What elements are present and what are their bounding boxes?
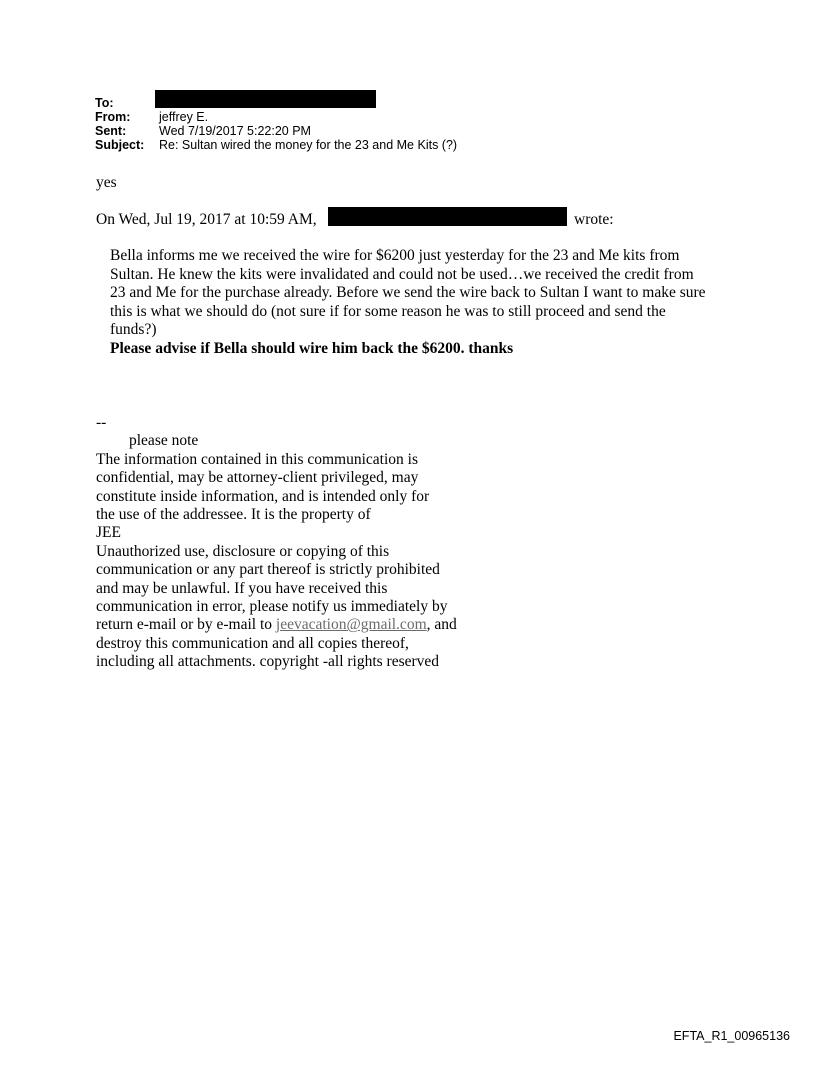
sender-redaction xyxy=(328,207,567,226)
quoted-message xyxy=(110,247,710,358)
signature-line: communication in error, please notify us immediately by xyxy=(96,598,448,616)
reply-text: yes xyxy=(96,174,117,191)
signature-line-prefix: return e-mail or by e-mail to xyxy=(96,616,273,634)
document-id: EFTA_R1_00965136 xyxy=(673,1029,790,1043)
signature-line-suffix: , and xyxy=(426,616,457,634)
signature-line: JEE xyxy=(96,524,121,542)
signature-line: the use of the addressee. It is the property of xyxy=(96,506,371,524)
signature-line-with-link xyxy=(96,616,496,634)
from-label: From: xyxy=(95,110,131,124)
signature-line: constitute inside information, and is intended only for xyxy=(96,487,430,505)
signature-line: Unauthorized use, disclosure or copying of this xyxy=(96,542,390,560)
from-value: jeffrey E. xyxy=(159,110,209,124)
quoted-bold-line: Please advise if Bella should wire him back the $6200. thanks xyxy=(110,339,514,357)
email-link[interactable]: jeevacation@gmail.com xyxy=(275,616,427,634)
signature-separator: -- xyxy=(96,414,107,431)
quoted-body: Bella informs me we received the wire for $6200 just yesterday for the 23 and Me kits from Sultan. He knew the kits were invalidated and could not be used…we received the credit from 23 and Me for the purchase already. Before we send the wire back to Sultan I want to make sure this is what we should do (not sure if for some reason he was to still proceed and send the funds?) xyxy=(110,247,706,338)
to-label: To: xyxy=(95,96,114,110)
signature-line: communication or any part thereof is strictly prohibited xyxy=(96,561,440,579)
signature-line: destroy this communication and all copies thereof, xyxy=(96,634,409,652)
signature-block xyxy=(96,414,496,672)
to-redaction xyxy=(155,90,376,108)
quote-intro-prefix: On Wed, Jul 19, 2017 at 10:59 AM, xyxy=(96,211,317,228)
sent-value: Wed 7/19/2017 5:22:20 PM xyxy=(159,124,311,138)
subject-value: Re: Sultan wired the money for the 23 and Me Kits (?) xyxy=(159,138,458,152)
signature-line: and may be unlawful. If you have received this xyxy=(96,579,388,597)
signature-line: please note xyxy=(129,432,199,450)
sent-label: Sent: xyxy=(95,124,127,138)
subject-label: Subject: xyxy=(95,138,145,152)
signature-line: including all attachments. copyright -all rights reserved xyxy=(96,653,440,671)
signature-line: confidential, may be attorney-client privileged, may xyxy=(96,469,419,487)
email-header xyxy=(95,96,535,160)
quote-intro-suffix: wrote: xyxy=(574,211,614,228)
signature-line: The information contained in this communication is xyxy=(96,450,418,468)
